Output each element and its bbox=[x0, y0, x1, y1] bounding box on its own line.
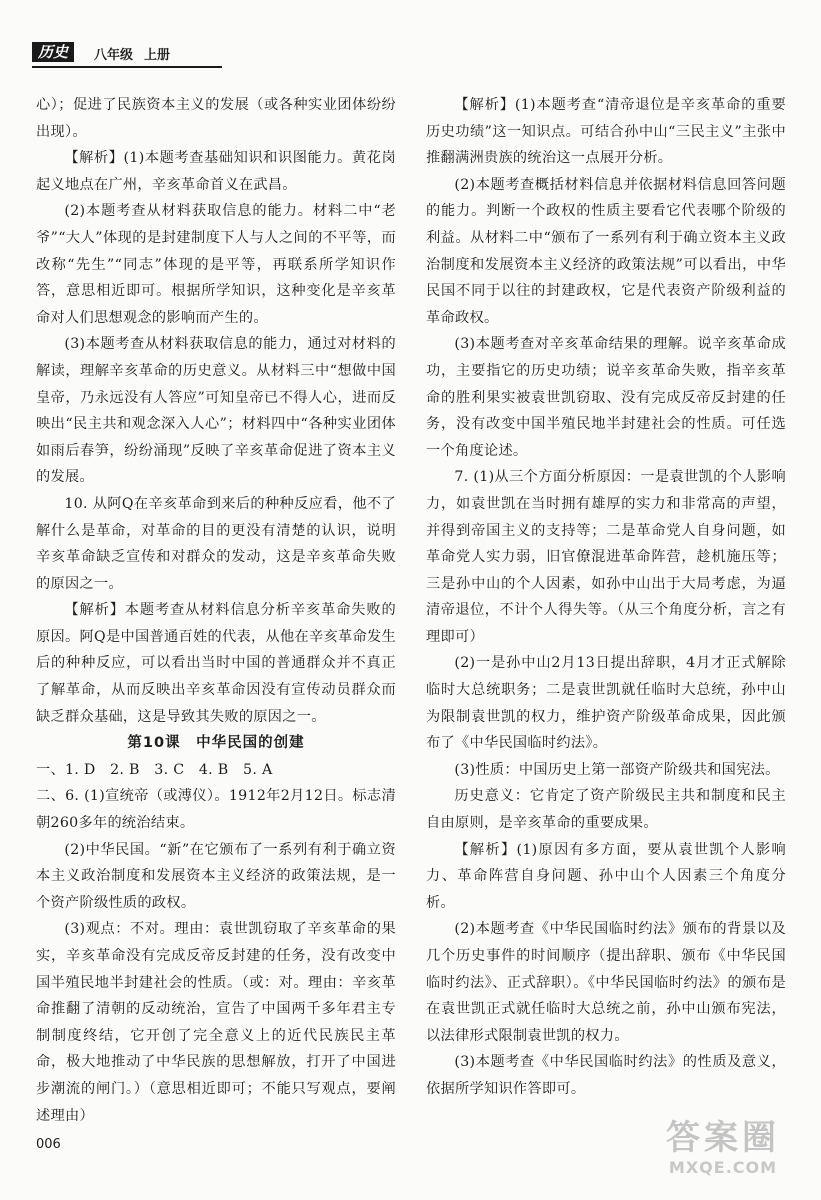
answer-paragraph: (3)性质：中国历史上第一部资产阶级共和国宪法。 bbox=[454, 761, 780, 778]
watermark-logo: 答案圈 bbox=[666, 1118, 780, 1158]
answer-paragraph: 心）；促进了民族资本主义的发展（或各种实业团体纷纷出现）。 bbox=[36, 97, 396, 140]
answer-paragraph: (2)本题考查概括材料信息并依据材料信息回答问题的能力。判断一个政权的性质主要看它代表哪个阶级的利益。从材料二中“颁布了一系列有利于确立资本主义政治制度和发展资本主义经济的政策法规”可以看出，中华民国不同于以往的封建政权，它是代表资产阶级利益的革命政权。 bbox=[426, 176, 786, 326]
answer-paragraph: (2)本题考查《中华民国临时约法》颁布的背景以及几个历史事件的时间顺序（提出辞职、颁布《中华民国临时约法》、正式辞职）。《中华民国临时约法》的颁布是在袁世凯正式就任临时大总统之前，孙中山颁布宪法，以法律形式限制袁世凯的权力。 bbox=[426, 921, 786, 1044]
answer-paragraph: 二、6. (1)宣统帝（或溥仪）。1912年2月12日。标志清朝260多年的统治结束。 bbox=[36, 788, 396, 832]
lesson-title: 第10课 中华民国的创建 bbox=[127, 735, 305, 752]
answer-paragraph: 【解析】本题考查从材料信息分析辛亥革命失败的原因。阿Q是中国普通百姓的代表，从他在辛亥革命发生后的种种反应，可以看出当时中国的普通群众并不真正了解革命，从而反映出辛亥革命因没有宣传动员群众而缺乏群众基础，这是导致其失败的原因之一。 bbox=[36, 602, 396, 725]
answer-paragraph: 【解析】(1)本题考查基础知识和识图能力。黄花岗起义地点在广州，辛亥革命首义在武昌。 bbox=[36, 150, 396, 193]
watermark bbox=[638, 1118, 808, 1188]
answer-paragraph: (2)中华民国。“新”在它颁布了一系列有利于确立资本主义政治制度和发展资本主义经济的政策法规，是一个资产阶级性质的政权。 bbox=[36, 841, 396, 911]
watermark-url: MXQE.COM bbox=[668, 1158, 778, 1177]
answer-paragraph: 历史意义：它肯定了资产阶级民主共和制度和民主自由原则，是辛亥革命的重要成果。 bbox=[426, 788, 786, 832]
right-column bbox=[426, 92, 786, 1103]
answer-paragraph: 【解析】(1)本题考查“清帝退位是辛亥革命的重要历史功绩”这一知识点。可结合孙中山“三民主义”主张中推翻满洲贵族的统治这一点展开分析。 bbox=[426, 97, 786, 167]
answer-paragraph: 【解析】(1)原因有多方面，要从袁世凯个人影响力、革命阵营自身问题、孙中山个人因素三个角度分析。 bbox=[426, 841, 786, 911]
page-number: 006 bbox=[36, 1137, 61, 1152]
answer-paragraph: 7. (1)从三个方面分析原因：一是袁世凯的个人影响力，如袁世凯在当时拥有雄厚的实力和非常高的声望，并得到帝国主义的支持等；二是革命党人自身问题，如革命党人实力弱，旧官僚混进革命阵营，趁机施压等；三是孙中山的个人因素，如孙中山出于大局考虑，为逼清帝退位，不计个人得失等。（从三个角度分析，言之有理即可） bbox=[426, 469, 786, 645]
page-header bbox=[32, 34, 792, 70]
left-column bbox=[36, 92, 396, 1129]
header-rule bbox=[32, 66, 222, 68]
answer-paragraph: (3)本题考查《中华民国临时约法》的性质及意义，依据所学知识作答即可。 bbox=[426, 1054, 786, 1097]
answer-paragraph: (3)本题考查对辛亥革命结果的理解。说辛亥革命成功，主要指它的历史功绩；说辛亥革命失败，指辛亥革命的胜利果实被袁世凯窃取、没有完成反帝反封建的任务，没有改变中国半殖民地半封建社会的性质。可任选一个角度论述。 bbox=[426, 336, 786, 459]
answer-paragraph: 一、1. D 2. B 3. C 4. B 5. A bbox=[36, 761, 273, 778]
answer-paragraph: (2)本题考查从材料获取信息的能力。材料二中“老爷”“大人”体现的是封建制度下人与人之间的不平等，而改称“先生”“同志”体现的是平等，再联系所学知识作答，意思相近即可。根据所学知识，这种变化是辛亥革命对人们思想观念的影响而产生的。 bbox=[36, 203, 396, 326]
answer-paragraph: (3)观点：不对。理由：袁世凯窃取了辛亥革命的果实，辛亥革命没有完成反帝反封建的任务，没有改变中国半殖民地半封建社会的性质。（或：对。理由：辛亥革命推翻了清朝的反动统治，宣告了中国两千多年君主专制制度终结，它开创了完全意义上的近代民族民主革命，极大地推动了中华民族的思想解放，打开了中国进步潮流的闸门。）（意思相近即可；不能只写观点，要阐述理由） bbox=[36, 921, 396, 1124]
answer-paragraph: 10. 从阿Q在辛亥革命到来后的种种反应看，他不了解什么是革命，对革命的目的更没有清楚的认识，说明辛亥革命缺乏宣传和对群众的发动，这是辛亥革命失败的原因之一。 bbox=[36, 495, 396, 592]
subject-badge: 历史 bbox=[32, 42, 74, 62]
volume-label: 上册 bbox=[144, 48, 171, 63]
answer-paragraph: (2)一是孙中山2月13日提出辞职，4月才正式解除临时大总统职务；二是袁世凯就任临时大总统，孙中山为限制袁世凯的权力，维护资产阶级革命成果，因此颁布了《中华民国临时约法》。 bbox=[426, 655, 786, 752]
answer-paragraph: (3)本题考查从材料获取信息的能力，通过对材料的解读，理解辛亥革命的历史意义。从材料三中“想做中国皇帝，乃永远没有人答应”可知皇帝已不得人心，进而反映出“民主共和观念深入人心”；材料四中“各种实业团体如雨后春笋，纷纷涌现”反映了辛亥革命促进了资本主义的发展。 bbox=[36, 336, 396, 486]
grade-label: 八年级 bbox=[94, 48, 134, 63]
